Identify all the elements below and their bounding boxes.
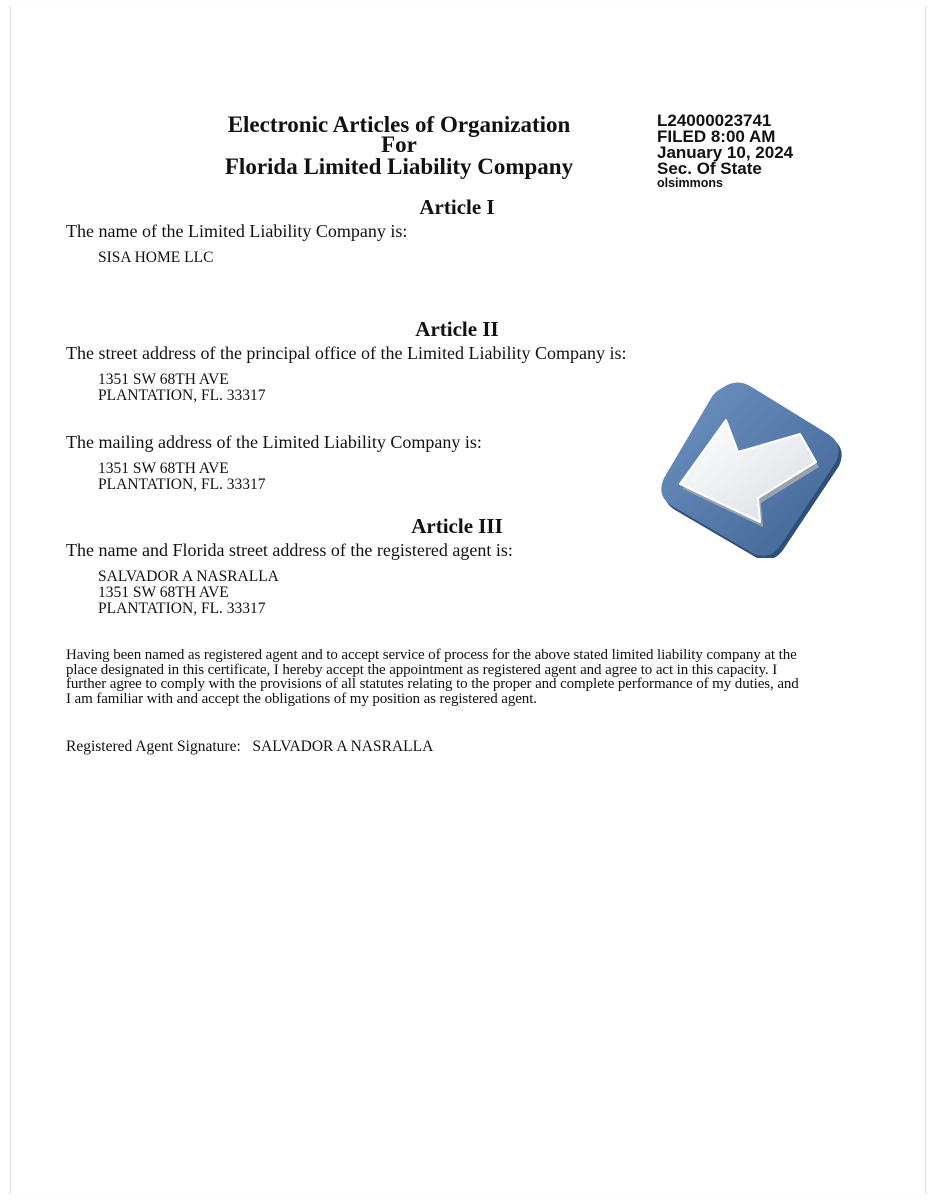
- article-2-heading: Article II: [415, 317, 499, 341]
- document-title: [183, 113, 615, 180]
- article-3-heading: Article III: [411, 514, 503, 538]
- signature-label: Registered Agent Signature:: [66, 738, 241, 755]
- registered-agent-signature: [66, 738, 433, 756]
- mailing-address-intro: The mailing address of the Limited Liability Company is:: [66, 432, 482, 452]
- registered-agent-address-line-1: 1351 SW 68TH AVE: [98, 584, 229, 601]
- principal-address-line-1: 1351 SW 68TH AVE: [98, 371, 229, 388]
- registered-agent-acceptance-paragraph: Having been named as registered agent and to accept service of process for the above stated limited liability company at the place designated in this certificate, I hereby accept the appointment as registered agent and agree to act in this capacity. I further agree to comply with the provisions of all statutes relating to the proper and complete performance of my duties, and I am familiar with and accept the obligations of my position as registered agent.: [66, 647, 799, 707]
- document-number: L24000023741: [657, 111, 772, 130]
- article-1-intro: The name of the Limited Liability Company is:: [66, 221, 408, 241]
- filing-office: Sec. Of State: [657, 159, 762, 178]
- mailing-address-line-2: PLANTATION, FL. 33317: [98, 476, 266, 493]
- registered-agent-address-line-2: PLANTATION, FL. 33317: [98, 600, 266, 617]
- title-line-3: Florida Limited Liability Company: [224, 154, 574, 179]
- principal-address-intro: The street address of the principal office of the Limited Liability Company is:: [66, 343, 627, 363]
- registered-agent-intro: The name and Florida street address of the registered agent is:: [66, 540, 513, 560]
- registered-agent-name: SALVADOR A NASRALLA: [98, 568, 279, 585]
- back-arrow-icon[interactable]: [650, 380, 846, 558]
- clerk-name: olsimmons: [657, 176, 723, 190]
- signature-value: SALVADOR A NASRALLA: [252, 738, 434, 755]
- principal-address-line-2: PLANTATION, FL. 33317: [98, 387, 266, 404]
- filing-stamp: [657, 113, 793, 190]
- title-line-2: For: [381, 132, 417, 157]
- filed-date: January 10, 2024: [657, 143, 794, 162]
- company-name: SISA HOME LLC: [98, 249, 214, 266]
- title-line-1: Electronic Articles of Organization: [227, 112, 571, 137]
- article-1-heading: Article I: [419, 195, 495, 219]
- mailing-address-line-1: 1351 SW 68TH AVE: [98, 460, 229, 477]
- filed-time: FILED 8:00 AM: [657, 127, 776, 146]
